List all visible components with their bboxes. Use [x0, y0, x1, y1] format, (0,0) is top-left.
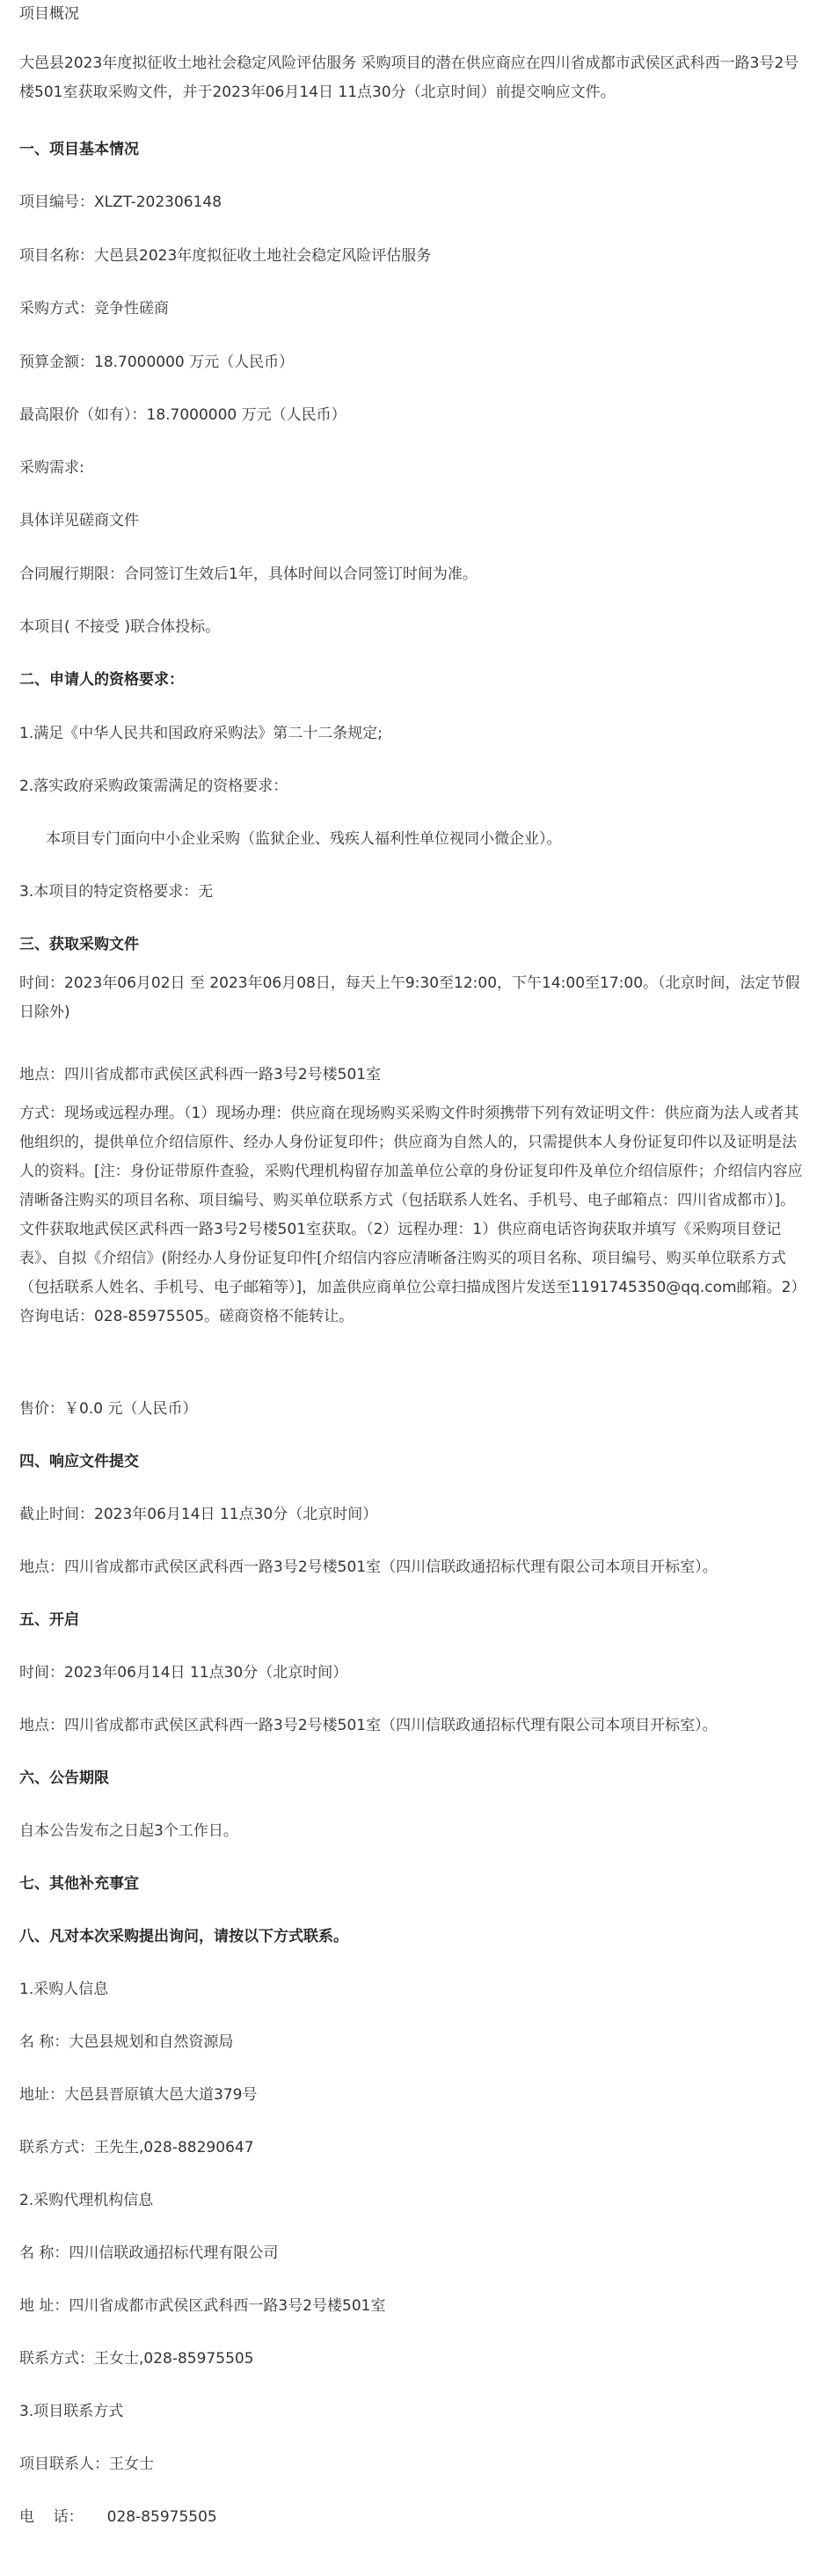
agency-info-title: 2.采购代理机构信息	[19, 2192, 154, 2209]
project-contact-phone: 电 话： 028-85975505	[19, 2508, 217, 2526]
requirement-detail: 具体详见磋商文件	[19, 512, 139, 529]
consortium-note: 本项目( 不接受 )联合体投标。	[19, 618, 221, 636]
document-price: 售价：￥0.0 元（人民币）	[19, 1400, 198, 1418]
section-heading: 二、申请人的资格要求：	[19, 671, 184, 689]
doc-title: 项目概况	[19, 5, 79, 23]
acquisition-location: 地点：四川省成都市武侯区武科西一路3号2号楼501室	[19, 1066, 382, 1084]
max-price: 最高限价（如有）：18.7000000 万元（人民币）	[19, 406, 346, 424]
overview-paragraph: 大邑县2023年度拟征收土地社会稳定风险评估服务 采购项目的潜在供应商应在四川省成都市武侯区武科西一路3号2号楼501室获取采购文件，并于2023年06月14日 11点30分（北京时间）前提交响应文件。	[19, 55, 799, 101]
buyer-name: 名 称：大邑县规划和自然资源局	[19, 2033, 234, 2051]
agency-address: 地 址：四川省成都市武侯区武科西一路3号2号楼501室	[19, 2297, 386, 2315]
agency-contact: 联系方式：王女士,028-85975505	[19, 2350, 254, 2368]
requirement-label: 采购需求:	[19, 459, 84, 477]
section-heading: 六、公告期限	[19, 1770, 109, 1787]
acquisition-method: 方式：现场或远程办理。（1）现场办理：供应商在现场购买采购文件时须携带下列有效证明文件：供应商为法人或者其他组织的，提供单位介绍信原件、经办人身份证复印件；供应商为自然人的，只需提供本人身份证复印件以及证明是法人的资料。[注：身份证带原件查验，采购代理机构留存加盖单位公章的身份证复印件及单位介绍信原件；介绍信内容应清晰备注购买的项目名称、项目编号、购买单位联系方式（包括联系人姓名、手机号、电子邮箱点：四川省成都市）]。文件获取地武侯区武科西一路3号2号楼501室获取。（2）远程办理：1）供应商电话咨询获取并填写《采购项目登记表》、自拟《介绍信》(附经办人身份证复印件[介绍信内容应清晰备注购买的项目名称、项目编号、购买单位联系方式（包括联系人姓名、手机号、电子邮箱等）]，加盖供应商单位公章扫描成图片发送至1191745350@qq.com邮箱。2）咨询电话：028-85975505。磋商资格不能转让。	[19, 1105, 803, 1325]
project-contact-person: 项目联系人：王女士	[19, 2456, 154, 2473]
submission-deadline: 截止时间：2023年06月14日 11点30分（北京时间）	[19, 1506, 378, 1523]
section-heading: 五、开启	[19, 1611, 79, 1629]
contract-period: 合同履行期限：合同签订生效后1年，具体时间以合同签订时间为准。	[19, 566, 478, 583]
qualification-item: 1.满足《中华人民共和国政府采购法》第二十二条规定;	[19, 725, 383, 742]
project-number: 项目编号：XLZT-202306148	[19, 193, 222, 211]
acquisition-time: 时间：2023年06月02日 至 2023年06月08日，每天上午9:30至12:00，下午14:00至17:00。（北京时间，法定节假日除外)	[19, 974, 800, 1021]
project-contact-title: 3.项目联系方式	[19, 2403, 124, 2420]
submission-location: 地点：四川省成都市武侯区武科西一路3号2号楼501室（四川信联政通招标代理有限公司本项目开标室）。	[19, 1558, 718, 1576]
opening-time: 时间：2023年06月14日 11点30分（北京时间）	[19, 1664, 348, 1682]
qualification-item: 3.本项目的特定资格要求：无	[19, 883, 214, 901]
procurement-method: 采购方式：竞争性磋商	[19, 300, 169, 317]
section-heading: 四、响应文件提交	[19, 1453, 139, 1470]
section-heading: 一、项目基本情况	[19, 141, 139, 158]
agency-name: 名 称：四川信联政通招标代理有限公司	[19, 2244, 279, 2262]
qualification-item: 2.落实政府采购政策需满足的资格要求：	[19, 777, 288, 795]
buyer-contact: 联系方式：王先生,028-88290647	[19, 2139, 254, 2156]
section-heading: 七、其他补充事宜	[19, 1875, 139, 1893]
buyer-address: 地址：大邑县晋原镇大邑大道379号	[19, 2086, 258, 2104]
section-heading: 八、凡对本次采购提出询问，请按以下方式联系。	[19, 1928, 348, 1945]
notice-period: 自本公告发布之日起3个工作日。	[19, 1822, 238, 1840]
buyer-info-title: 1.采购人信息	[19, 1981, 109, 1998]
section-heading: 三、获取采购文件	[19, 936, 139, 953]
project-name: 项目名称：大邑县2023年度拟征收土地社会稳定风险评估服务	[19, 247, 432, 265]
opening-location: 地点：四川省成都市武侯区武科西一路3号2号楼501室（四川信联政通招标代理有限公司本项目开标室）。	[19, 1717, 718, 1734]
qualification-detail: 本项目专门面向中小企业采购（监狱企业、残疾人福利性单位视同小微企业）。	[46, 830, 562, 848]
budget-amount: 预算金额：18.7000000 万元（人民币）	[19, 354, 295, 371]
